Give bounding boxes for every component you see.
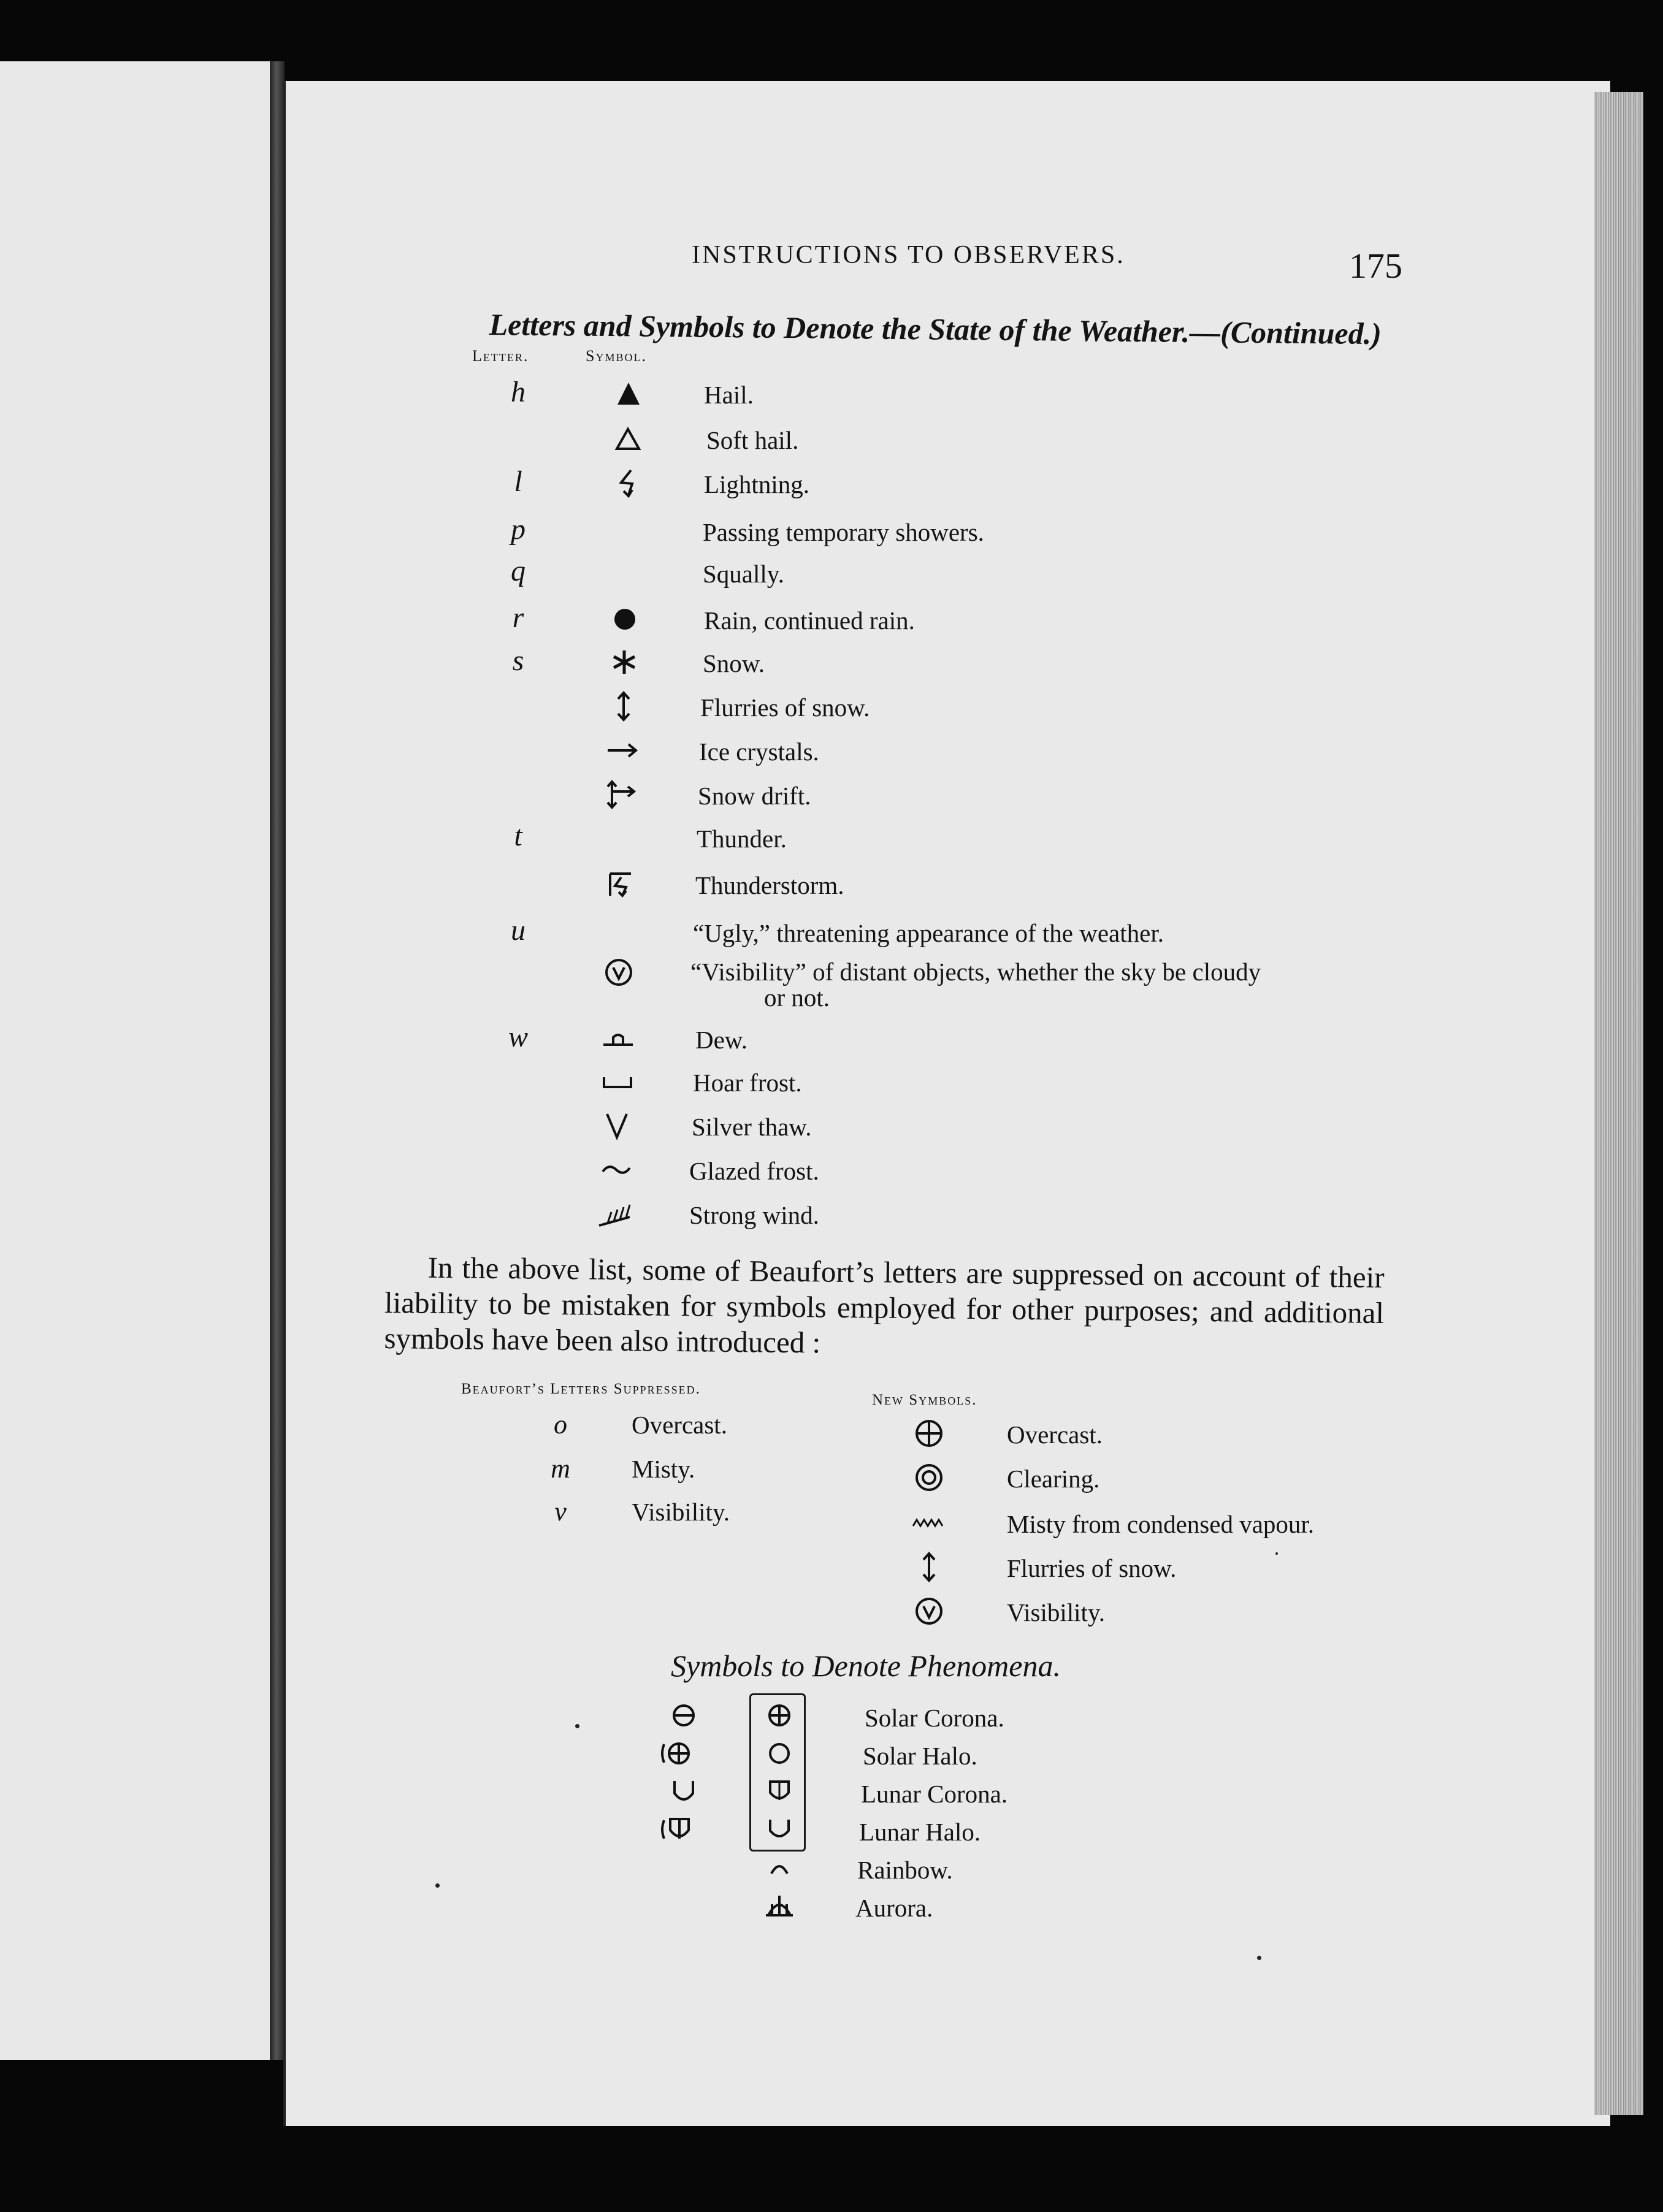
weather-meaning	[693, 1068, 802, 1097]
column-header-symbol: Symbol.	[586, 347, 647, 365]
weather-meaning	[697, 824, 787, 853]
dew-icon	[594, 1020, 643, 1057]
circled-plus-icon	[908, 1416, 950, 1451]
weather-meaning-text: Flurries of snow.	[700, 693, 870, 722]
weather-meaning	[699, 737, 819, 766]
book-gutter	[270, 61, 285, 2060]
weather-meaning-text: Strong wind.	[689, 1201, 819, 1229]
weather-meaning	[695, 1025, 747, 1055]
weather-letter: u	[511, 914, 526, 947]
weather-meaning-text: Hail.	[704, 381, 754, 409]
double-arrow-vertical-icon	[908, 1550, 950, 1584]
phenomena-label: Lunar Corona.	[861, 1780, 1008, 1808]
circled-v-icon	[594, 954, 643, 991]
suppressed-label: Visibility.	[632, 1498, 730, 1526]
weather-row	[0, 954, 1472, 1012]
circled-v-icon	[908, 1594, 950, 1628]
weather-meaning-text: Ice crystals.	[699, 738, 819, 766]
weather-row	[0, 913, 1472, 950]
weather-row	[0, 644, 1472, 681]
triangle-outline-icon	[603, 421, 652, 457]
filled-triangle-icon	[604, 375, 653, 412]
running-head: INSTRUCTIONS TO OBSERVERS.	[692, 241, 1125, 269]
weather-meaning-text: Silver thaw.	[692, 1113, 812, 1141]
weather-meaning	[706, 425, 798, 455]
table-heading: Letters and Symbols to Denote the State of the Weather.—(Continued.)	[489, 307, 1382, 351]
suppressed-letter: v	[554, 1497, 567, 1527]
weather-row	[0, 513, 1472, 549]
weather-row	[0, 1151, 1472, 1188]
weather-row	[0, 1196, 1472, 1232]
suppressed-label: Overcast.	[632, 1411, 727, 1439]
double-arrow-vertical-icon	[599, 688, 648, 725]
new-symbol-label: Misty from condensed vapour.	[1007, 1510, 1315, 1538]
no-symbol	[595, 913, 644, 950]
speck	[1257, 1956, 1261, 1960]
weather-meaning-continuation: or not.	[764, 983, 830, 1012]
beaufort-suppressed-header: Beaufort’s Letters Suppressed.	[461, 1381, 701, 1397]
column-header-letter: Letter.	[472, 347, 529, 365]
weather-row	[0, 601, 1472, 638]
weather-row	[0, 465, 1472, 502]
weather-meaning-text: Snow.	[703, 649, 765, 677]
weather-meaning	[704, 380, 754, 410]
weather-meaning	[704, 470, 809, 499]
hoar-frost-icon	[593, 1063, 642, 1100]
phenomena-label: Aurora.	[855, 1894, 933, 1922]
weather-letter: w	[508, 1021, 528, 1053]
no-symbol	[601, 554, 650, 591]
weather-row	[0, 732, 1472, 769]
new-symbol-label: Visibility.	[1007, 1598, 1106, 1627]
page-edge-stack	[1594, 92, 1643, 2115]
weather-letter: h	[511, 376, 526, 408]
weather-meaning-text: “Visibility” of distant objects, whether the sky be cloudy	[690, 958, 1261, 986]
speck	[1275, 1552, 1278, 1555]
weather-meaning	[689, 1156, 819, 1186]
weather-meaning	[703, 649, 765, 678]
suppressed-label: Misty.	[632, 1455, 695, 1483]
weather-meaning	[698, 781, 811, 810]
weather-letter: s	[512, 644, 524, 677]
weather-letter: l	[514, 465, 522, 498]
phenomena-symbol-left	[656, 1812, 699, 1847]
explanatory-paragraph: In the above list, some of Beaufort’s letters are suppressed on account of their liability to be mistaken for symbols employed for other purposes; and additional symbols have been also introduced :	[384, 1250, 1385, 1360]
weather-meaning-text: Snow drift.	[698, 782, 811, 810]
weather-meaning	[692, 1112, 811, 1142]
phenomena-label: Lunar Halo.	[859, 1818, 981, 1846]
suppressed-letter: o	[554, 1409, 567, 1440]
speck	[575, 1724, 579, 1728]
phenomena-label: Solar Halo.	[863, 1742, 977, 1770]
weather-meaning	[704, 606, 915, 635]
weather-meaning-text: “Ugly,” threatening appearance of the weather.	[693, 919, 1164, 947]
phenomena-symbol-left	[662, 1774, 705, 1809]
left-page-text	[0, 0, 270, 2212]
weather-meaning	[700, 693, 870, 722]
phenomena-label: Rainbow.	[857, 1856, 953, 1884]
snow-drift-icon	[597, 776, 646, 813]
double-circle-icon	[908, 1460, 950, 1495]
weather-meaning-text: Squally.	[703, 560, 784, 588]
new-symbol-label: Clearing.	[1007, 1465, 1100, 1493]
weather-row	[0, 1063, 1472, 1100]
phenomena-bracket	[749, 1693, 806, 1852]
phenomena-symbol-right	[758, 1850, 801, 1885]
weather-row	[0, 554, 1472, 591]
weather-meaning-text: Dew.	[695, 1026, 748, 1054]
weather-meaning	[695, 871, 844, 900]
thunderstorm-icon	[596, 866, 645, 902]
weather-row	[0, 375, 1472, 412]
speck	[435, 1883, 440, 1888]
weather-row	[0, 1020, 1472, 1057]
weather-meaning-text: Thunder.	[697, 825, 787, 853]
page-number: 175	[1349, 246, 1402, 286]
weather-meaning	[703, 559, 784, 589]
weather-row	[0, 866, 1472, 902]
filled-dot-icon	[600, 601, 649, 638]
phenomena-symbol-right	[758, 1888, 801, 1923]
v-shape-icon	[592, 1107, 641, 1144]
phenomena-heading: Symbols to Denote Phenomena.	[671, 1649, 1061, 1683]
weather-row	[0, 819, 1472, 856]
weather-meaning-text: Lightning.	[704, 470, 809, 498]
weather-letter: q	[511, 555, 526, 587]
weather-meaning-text: Hoar frost.	[693, 1069, 802, 1097]
weather-meaning	[693, 918, 1164, 948]
weather-meaning-text: Thunderstorm.	[695, 871, 844, 899]
weather-row	[0, 688, 1472, 725]
weather-meaning	[690, 959, 1396, 1010]
new-symbols-header: New Symbols.	[872, 1392, 977, 1408]
phenomena-symbol-left	[662, 1698, 705, 1733]
no-symbol	[597, 819, 646, 856]
weather-letter: p	[511, 513, 526, 546]
zigzag-icon	[908, 1506, 950, 1540]
weather-meaning-text: Glazed frost.	[689, 1157, 819, 1185]
weather-meaning	[689, 1200, 819, 1230]
no-symbol	[602, 513, 651, 549]
suppressed-letter: m	[551, 1454, 570, 1484]
weather-letter: t	[514, 820, 522, 852]
weather-row	[0, 421, 1472, 457]
phenomena-symbol-left	[656, 1736, 699, 1771]
weather-row	[0, 1107, 1472, 1144]
weather-meaning-text: Rain, continued rain.	[704, 606, 915, 635]
new-symbol-label: Overcast.	[1007, 1421, 1103, 1449]
arrow-right-icon	[598, 732, 647, 769]
weather-meaning-text: Soft hail.	[706, 426, 799, 454]
phenomena-label: Solar Corona.	[865, 1704, 1004, 1732]
weather-row	[0, 776, 1472, 813]
weather-meaning-text: Passing temporary showers.	[703, 518, 984, 546]
strong-wind-icon	[591, 1196, 640, 1232]
weather-letter: r	[512, 601, 524, 634]
asterisk-icon	[600, 644, 649, 681]
tilde-icon	[592, 1151, 641, 1188]
new-symbol-label: Flurries of snow.	[1007, 1554, 1177, 1582]
lightning-arrow-icon	[603, 465, 652, 502]
weather-meaning	[703, 517, 984, 547]
